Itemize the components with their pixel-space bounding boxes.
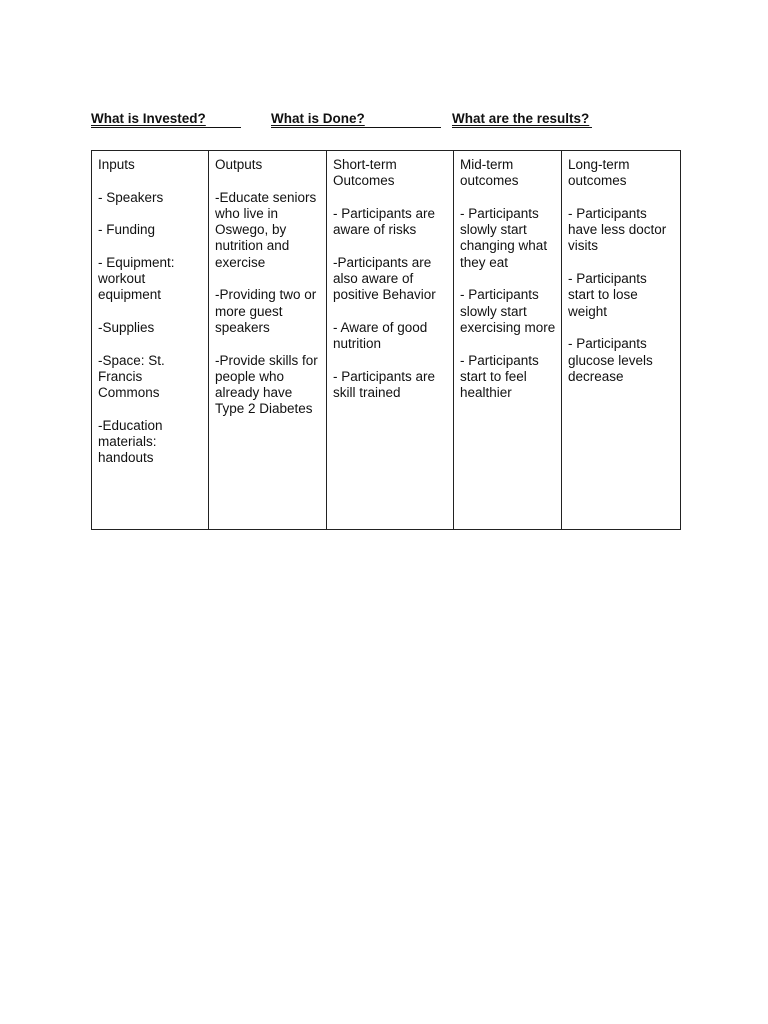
list-item: -Provide skills for people who already have Type 2 Diabetes (215, 352, 318, 417)
logic-model-table (91, 150, 681, 530)
list-item: - Speakers (98, 189, 164, 205)
column-long-term-outcomes (562, 151, 681, 530)
list-item: - Participants glucose levels decrease (568, 336, 653, 384)
list-item: -Education materials: handouts (98, 417, 163, 466)
table-row (92, 151, 681, 530)
list-item: - Participants start to feel healthier (460, 352, 539, 401)
column-header: Mid-term outcomes (460, 157, 519, 189)
list-item: - Aware of good nutrition (333, 319, 428, 352)
header-underline-invested (91, 127, 241, 128)
list-item: -Educate seniors who live in Oswego, by nutrition and exercise (215, 189, 317, 270)
list-item: - Funding (98, 222, 156, 238)
list-item: - Equipment: workout equipment (98, 254, 175, 303)
header-what-is-done: What is Done? (271, 111, 365, 126)
header-underline-done (271, 127, 441, 128)
column-outputs (209, 151, 327, 530)
column-header: Short-term Outcomes (333, 157, 397, 189)
list-item: - Participants start to lose weight (568, 271, 647, 319)
list-item: - Participants have less doctor visits (568, 205, 667, 254)
list-item: -Supplies (98, 319, 155, 335)
header-underline-results (452, 127, 592, 128)
header-what-are-the-results: What are the results? (452, 111, 590, 126)
list-item: - Participants are skill trained (333, 368, 436, 401)
column-header: Long-term outcomes (568, 157, 630, 189)
list-item: -Space: St. Francis Commons (98, 352, 165, 401)
list-item: -Participants are also aware of positive Behavior (333, 254, 436, 303)
column-inputs (92, 151, 209, 530)
list-item: -Providing two or more guest speakers (215, 287, 317, 335)
list-item: - Participants slowly start changing what they eat (460, 205, 548, 270)
list-item: - Participants are aware of risks (333, 205, 436, 238)
column-header: Inputs (98, 157, 135, 172)
list-item: - Participants slowly start exercising more (460, 287, 556, 335)
column-mid-term-outcomes (454, 151, 562, 530)
column-short-term-outcomes (327, 151, 454, 530)
header-what-is-invested: What is Invested? (91, 111, 206, 126)
column-header: Outputs (215, 157, 263, 172)
section-headers (91, 111, 601, 129)
